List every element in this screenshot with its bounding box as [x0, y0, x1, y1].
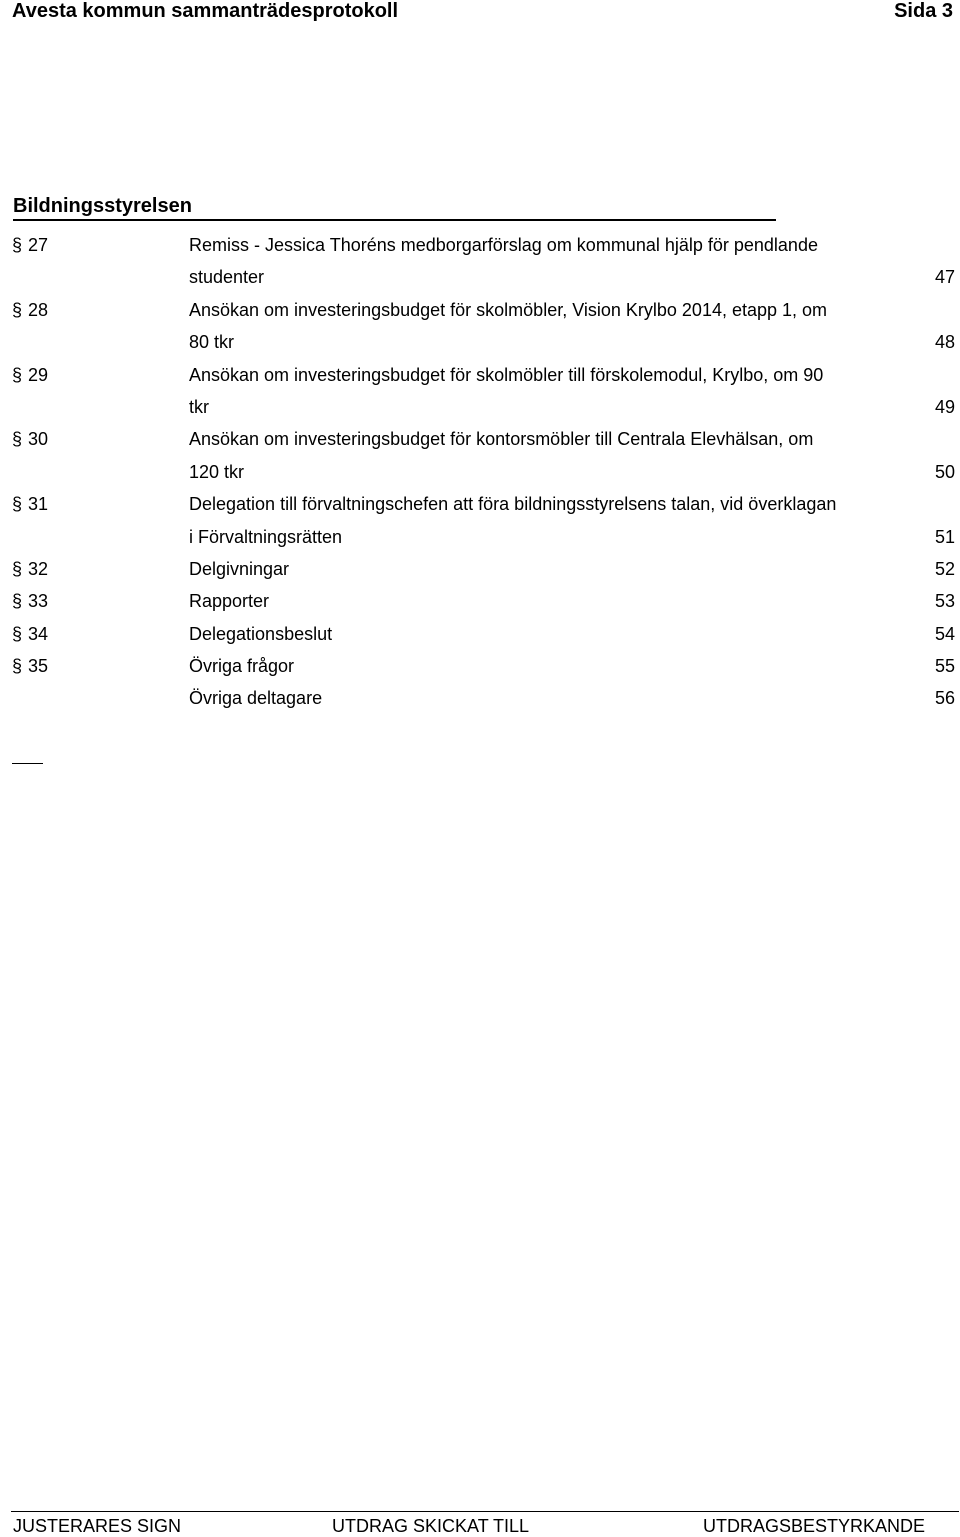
toc-entry-page: 49 [934, 396, 955, 417]
toc-line [0, 294, 960, 326]
toc-line [0, 423, 960, 455]
toc-entry-title: Övriga deltagare [189, 688, 323, 709]
toc-entry-title: Delegationsbeslut [189, 623, 333, 644]
footer-justerares-sign: JUSTERARES SIGN [13, 1516, 182, 1536]
paragraph-sign: § [12, 299, 23, 320]
toc-line [0, 261, 960, 293]
toc-entry-page: 47 [934, 267, 955, 288]
toc-entry-title: Övriga frågor [189, 656, 295, 677]
toc-entry-title: 120 tkr [189, 461, 245, 482]
toc-line [0, 359, 960, 391]
toc-entry-title: tkr [189, 396, 209, 417]
toc-entry-title: Ansökan om investeringsbudget för skolmöbler, Vision Krylbo 2014, etapp 1, om [189, 299, 828, 320]
toc-line [0, 229, 960, 261]
toc-line [0, 682, 960, 714]
toc-entry-page: 51 [934, 526, 955, 547]
toc-entry-page: 54 [934, 623, 955, 644]
page-indicator: Sida 3 [894, 0, 953, 22]
toc-entry-page: 52 [934, 558, 955, 579]
toc-line [0, 488, 960, 520]
toc-entry-title: Ansökan om investeringsbudget för skolmöbler till förskolemodul, Krylbo, om 90 [189, 364, 824, 385]
toc-line [0, 326, 960, 358]
footer-utdrag-skickat-till: UTDRAG SKICKAT TILL [332, 1516, 530, 1536]
toc-entry-title: Delegation till förvaltningschefen att föra bildningsstyrelsens talan, vid överklagan [189, 494, 837, 515]
footer-utdragsbestyrkande: UTDRAGSBESTYRKANDE [703, 1516, 926, 1536]
toc-entry-number: 34 [28, 623, 49, 644]
toc-line [0, 585, 960, 617]
section-title: Bildningsstyrelsen [13, 195, 192, 217]
toc-entry-title: Remiss - Jessica Thoréns medborgarförslag om kommunal hjälp för pendlande [189, 235, 818, 255]
paragraph-sign: § [12, 235, 23, 255]
toc-line [0, 391, 960, 423]
toc-entry-page: 55 [934, 656, 955, 677]
toc-entry-title: studenter [189, 267, 265, 288]
toc-entry-number: 35 [28, 656, 49, 677]
toc-line [0, 456, 960, 488]
paragraph-sign: § [12, 591, 23, 612]
toc-line [0, 618, 960, 650]
paragraph-sign: § [12, 656, 23, 677]
paragraph-sign: § [12, 429, 23, 450]
toc-entry-title: Ansökan om investeringsbudget för kontorsmöbler till Centrala Elevhälsan, om [189, 429, 814, 450]
toc-entry-number: 27 [28, 235, 49, 255]
toc-entry-title: Delgivningar [189, 558, 290, 579]
toc-entry-number: 32 [28, 558, 49, 579]
paragraph-sign: § [12, 558, 23, 579]
toc-entry-number: 28 [28, 299, 49, 320]
toc-line [0, 553, 960, 585]
footer-divider [11, 1511, 959, 1512]
section-underline [13, 219, 776, 221]
paragraph-sign: § [12, 364, 23, 385]
toc-line [0, 650, 960, 682]
toc-entry-number: 29 [28, 364, 49, 385]
end-of-list-rule [12, 763, 43, 764]
toc-line [0, 521, 960, 553]
toc-entry-title: 80 tkr [189, 332, 235, 353]
toc-entry-page: 53 [934, 591, 955, 612]
toc-entry-title: i Förvaltningsrätten [189, 526, 343, 547]
toc-entry-number: 30 [28, 429, 49, 450]
document-title: Avesta kommun sammanträdesprotokoll [12, 0, 399, 22]
toc-entry-page: 56 [934, 688, 955, 709]
paragraph-sign: § [12, 494, 23, 515]
toc-entry-page: 48 [934, 332, 955, 353]
toc-entry-title: Rapporter [189, 591, 270, 612]
toc-entry-number: 33 [28, 591, 49, 612]
toc-entry-number: 31 [28, 494, 49, 515]
table-of-contents [0, 229, 960, 715]
paragraph-sign: § [12, 623, 23, 644]
toc-entry-page: 50 [934, 461, 955, 482]
